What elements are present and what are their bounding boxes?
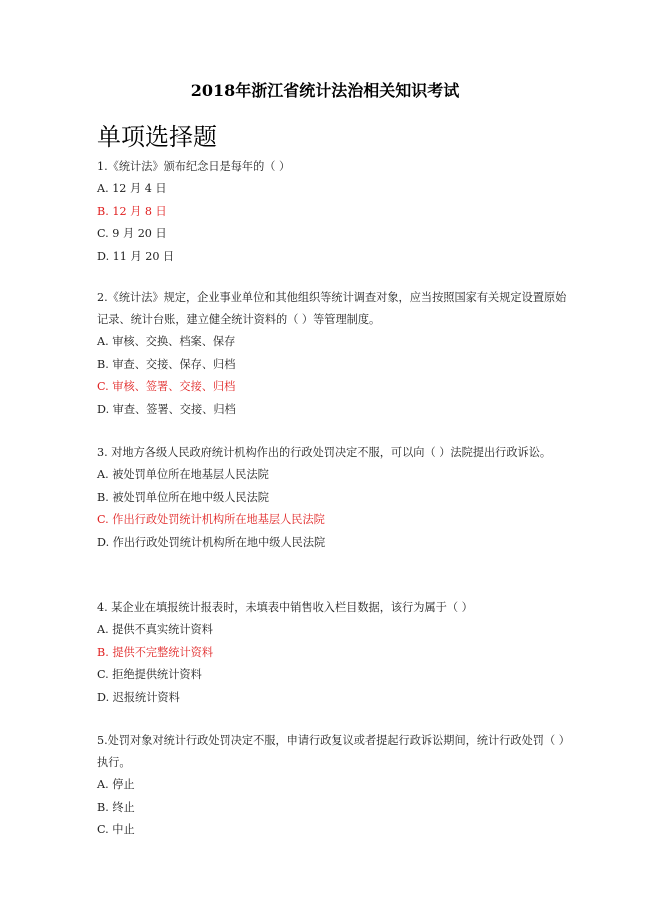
question-5 [97,730,567,842]
question-stem: 4. 某企业在填报统计报表时，未填表中销售收入栏目数据，该行为属于（ ） [97,601,473,614]
option-a: A. 12 月 4 日 [97,182,167,195]
question-1 [97,156,567,268]
question-2 [97,287,567,421]
option-a: A. 提供不真实统计资料 [97,623,213,636]
option-a: A. 被处罚单位所在地基层人民法院 [97,468,269,481]
option-c-correct-answer: C. 审核、签署、交接、归档 [97,380,236,394]
document-title: 2018年浙江省统计法治相关知识考试 [190,81,460,100]
option-b-correct-answer: B. 提供不完整统计资料 [97,645,214,659]
option-d: D. 11 月 20 日 [97,249,175,263]
option-d: D. 审查、签署、交接、归档 [97,402,236,416]
option-b: B. 终止 [97,800,135,814]
question-4 [97,597,567,709]
question-3 [97,442,567,554]
option-d: D. 迟报统计资料 [97,690,180,704]
option-b: B. 审查、交接、保存、归档 [97,357,236,371]
question-stem: 3. 对地方各级人民政府统计机构作出的行政处罚决定不服，可以向（ ）法院提出行政诉讼。 [97,446,552,459]
option-c: C. 拒绝提供统计资料 [97,668,202,682]
option-c: C. 中止 [97,823,135,837]
option-d: D. 作出行政处罚统计机构所在地中级人民法院 [97,535,326,549]
option-a: A. 停止 [97,778,135,791]
question-stem: 1.《统计法》颁布纪念日是每年的（ ） [97,160,291,173]
question-stem: 2.《统计法》规定，企业事业单位和其他组织等统计调查对象，应当按照国家有关规定设置原始记录、统计台账，建立健全统计资料的（ ）等管理制度。 [97,291,567,326]
option-c: C. 9 月 20 日 [97,227,167,241]
section-heading: 单项选择题 [97,123,217,151]
question-stem: 5.处罚对象对统计行政处罚决定不服，申请行政复议或者提起行政诉讼期间，统计行政处罚（ ）执行。 [97,734,565,769]
option-b-correct-answer: B. 12 月 8 日 [97,204,167,218]
option-a: A. 审核、交换、档案、保存 [97,335,236,348]
option-c-correct-answer: C. 作出行政处罚统计机构所在地基层人民法院 [97,513,325,527]
option-b: B. 被处罚单位所在地中级人民法院 [97,490,269,504]
